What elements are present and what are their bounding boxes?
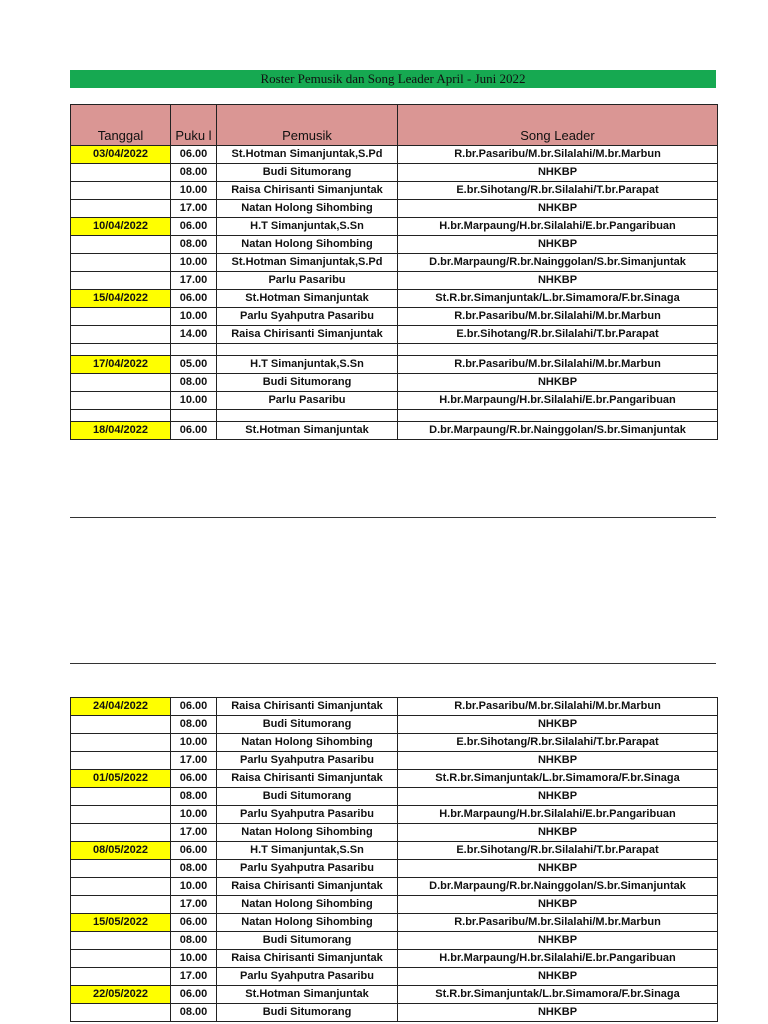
song-leader-cell: NHKBP (398, 752, 718, 770)
song-leader-cell: R.br.Pasaribu/M.br.Silalahi/M.br.Marbun (398, 698, 718, 716)
spacer-cell (217, 410, 398, 422)
spacer-cell (171, 410, 217, 422)
date-cell-empty (71, 896, 171, 914)
musician-cell: Natan Holong Sihombing (217, 734, 398, 752)
date-cell-empty (71, 254, 171, 272)
page-divider-top (70, 517, 716, 518)
musician-cell: Budi Situmorang (217, 716, 398, 734)
musician-cell: Parlu Syahputra Pasaribu (217, 968, 398, 986)
table-row (71, 272, 718, 290)
table-row (71, 986, 718, 1004)
table-row (71, 1004, 718, 1022)
musician-cell: Parlu Syahputra Pasaribu (217, 752, 398, 770)
date-cell-empty (71, 716, 171, 734)
song-leader-cell: NHKBP (398, 860, 718, 878)
song-leader-cell: St.R.br.Simanjuntak/L.br.Simamora/F.br.Sinaga (398, 986, 718, 1004)
header-pemusik: Pemusik (217, 105, 398, 146)
header-pukul: Puku l (171, 105, 217, 146)
song-leader-cell: D.br.Marpaung/R.br.Nainggolan/S.br.Simanjuntak (398, 254, 718, 272)
musician-cell: Budi Situmorang (217, 932, 398, 950)
time-cell: 06.00 (171, 914, 217, 932)
spacer-row (71, 344, 718, 356)
time-cell: 17.00 (171, 968, 217, 986)
table-row (71, 914, 718, 932)
time-cell: 06.00 (171, 698, 217, 716)
table-row (71, 698, 718, 716)
time-cell: 06.00 (171, 218, 217, 236)
date-cell: 03/04/2022 (71, 146, 171, 164)
date-cell-empty (71, 752, 171, 770)
time-cell: 06.00 (171, 770, 217, 788)
date-cell-empty (71, 968, 171, 986)
musician-cell: Natan Holong Sihombing (217, 200, 398, 218)
table-row (71, 824, 718, 842)
musician-cell: H.T Simanjuntak,S.Sn (217, 356, 398, 374)
time-cell: 10.00 (171, 878, 217, 896)
musician-cell: Natan Holong Sihombing (217, 896, 398, 914)
time-cell: 06.00 (171, 422, 217, 440)
table-row (71, 326, 718, 344)
musician-cell: Budi Situmorang (217, 374, 398, 392)
musician-cell: Raisa Chirisanti Simanjuntak (217, 698, 398, 716)
musician-cell: Natan Holong Sihombing (217, 914, 398, 932)
date-cell: 18/04/2022 (71, 422, 171, 440)
time-cell: 10.00 (171, 182, 217, 200)
song-leader-cell: NHKBP (398, 374, 718, 392)
time-cell: 05.00 (171, 356, 217, 374)
song-leader-cell: NHKBP (398, 1004, 718, 1022)
date-cell-empty (71, 734, 171, 752)
date-cell-empty (71, 164, 171, 182)
date-cell-empty (71, 374, 171, 392)
musician-cell: St.Hotman Simanjuntak (217, 290, 398, 308)
spacer-cell (71, 410, 171, 422)
time-cell: 06.00 (171, 986, 217, 1004)
table-header-row (71, 105, 718, 146)
spacer-cell (71, 344, 171, 356)
time-cell: 10.00 (171, 734, 217, 752)
time-cell: 10.00 (171, 806, 217, 824)
table-row (71, 200, 718, 218)
table-row (71, 878, 718, 896)
song-leader-cell: St.R.br.Simanjuntak/L.br.Simamora/F.br.Sinaga (398, 770, 718, 788)
musician-cell: H.T Simanjuntak,S.Sn (217, 218, 398, 236)
date-cell-empty (71, 272, 171, 290)
header-tanggal: Tanggal (71, 105, 171, 146)
song-leader-cell: NHKBP (398, 272, 718, 290)
musician-cell: St.Hotman Simanjuntak (217, 422, 398, 440)
song-leader-cell: D.br.Marpaung/R.br.Nainggolan/S.br.Simanjuntak (398, 422, 718, 440)
date-cell-empty (71, 932, 171, 950)
musician-cell: St.Hotman Simanjuntak,S.Pd (217, 146, 398, 164)
spacer-cell (217, 344, 398, 356)
time-cell: 10.00 (171, 254, 217, 272)
song-leader-cell: H.br.Marpaung/H.br.Silalahi/E.br.Pangaribuan (398, 392, 718, 410)
table-row (71, 236, 718, 254)
time-cell: 08.00 (171, 860, 217, 878)
page-divider-bottom (70, 663, 716, 664)
table-row (71, 716, 718, 734)
time-cell: 08.00 (171, 164, 217, 182)
musician-cell: Natan Holong Sihombing (217, 236, 398, 254)
time-cell: 06.00 (171, 146, 217, 164)
song-leader-cell: NHKBP (398, 824, 718, 842)
table-row (71, 860, 718, 878)
date-cell-empty (71, 824, 171, 842)
song-leader-cell: E.br.Sihotang/R.br.Silalahi/T.br.Parapat (398, 182, 718, 200)
date-cell-empty (71, 326, 171, 344)
song-leader-cell: E.br.Sihotang/R.br.Silalahi/T.br.Parapat (398, 326, 718, 344)
time-cell: 17.00 (171, 272, 217, 290)
date-cell-empty (71, 878, 171, 896)
musician-cell: H.T Simanjuntak,S.Sn (217, 842, 398, 860)
table-row (71, 950, 718, 968)
song-leader-cell: NHKBP (398, 164, 718, 182)
date-cell-empty (71, 182, 171, 200)
song-leader-cell: R.br.Pasaribu/M.br.Silalahi/M.br.Marbun (398, 146, 718, 164)
table-row (71, 164, 718, 182)
date-cell-empty (71, 860, 171, 878)
date-cell: 17/04/2022 (71, 356, 171, 374)
time-cell: 08.00 (171, 1004, 217, 1022)
time-cell: 08.00 (171, 236, 217, 254)
song-leader-cell: NHKBP (398, 200, 718, 218)
date-cell: 22/05/2022 (71, 986, 171, 1004)
song-leader-cell: R.br.Pasaribu/M.br.Silalahi/M.br.Marbun (398, 914, 718, 932)
time-cell: 17.00 (171, 896, 217, 914)
musician-cell: Parlu Syahputra Pasaribu (217, 806, 398, 824)
time-cell: 17.00 (171, 200, 217, 218)
date-cell-empty (71, 308, 171, 326)
roster-title: Roster Pemusik dan Song Leader April - Juni 2022 (70, 70, 716, 88)
time-cell: 08.00 (171, 374, 217, 392)
time-cell: 08.00 (171, 788, 217, 806)
date-cell: 10/04/2022 (71, 218, 171, 236)
song-leader-cell: H.br.Marpaung/H.br.Silalahi/E.br.Pangaribuan (398, 950, 718, 968)
musician-cell: Raisa Chirisanti Simanjuntak (217, 182, 398, 200)
table-row (71, 254, 718, 272)
table-row (71, 290, 718, 308)
date-cell: 15/05/2022 (71, 914, 171, 932)
spacer-row (71, 410, 718, 422)
song-leader-cell: E.br.Sihotang/R.br.Silalahi/T.br.Parapat (398, 734, 718, 752)
song-leader-cell: NHKBP (398, 968, 718, 986)
time-cell: 17.00 (171, 824, 217, 842)
musician-cell: Natan Holong Sihombing (217, 824, 398, 842)
musician-cell: Parlu Syahputra Pasaribu (217, 860, 398, 878)
musician-cell: Parlu Syahputra Pasaribu (217, 308, 398, 326)
musician-cell: Budi Situmorang (217, 164, 398, 182)
time-cell: 06.00 (171, 842, 217, 860)
table-row (71, 788, 718, 806)
table-row (71, 806, 718, 824)
date-cell: 01/05/2022 (71, 770, 171, 788)
song-leader-cell: H.br.Marpaung/H.br.Silalahi/E.br.Pangaribuan (398, 806, 718, 824)
date-cell-empty (71, 392, 171, 410)
table-row (71, 734, 718, 752)
musician-cell: Raisa Chirisanti Simanjuntak (217, 326, 398, 344)
song-leader-cell: NHKBP (398, 236, 718, 254)
song-leader-cell: R.br.Pasaribu/M.br.Silalahi/M.br.Marbun (398, 356, 718, 374)
table-row (71, 308, 718, 326)
table-row (71, 356, 718, 374)
date-cell-empty (71, 806, 171, 824)
song-leader-cell: E.br.Sihotang/R.br.Silalahi/T.br.Parapat (398, 842, 718, 860)
song-leader-cell: R.br.Pasaribu/M.br.Silalahi/M.br.Marbun (398, 308, 718, 326)
table-row (71, 374, 718, 392)
musician-cell: Parlu Pasaribu (217, 392, 398, 410)
musician-cell: St.Hotman Simanjuntak (217, 986, 398, 1004)
musician-cell: St.Hotman Simanjuntak,S.Pd (217, 254, 398, 272)
time-cell: 08.00 (171, 932, 217, 950)
table-row (71, 182, 718, 200)
musician-cell: Raisa Chirisanti Simanjuntak (217, 878, 398, 896)
time-cell: 06.00 (171, 290, 217, 308)
table-row (71, 392, 718, 410)
song-leader-cell: NHKBP (398, 896, 718, 914)
time-cell: 10.00 (171, 392, 217, 410)
date-cell: 08/05/2022 (71, 842, 171, 860)
musician-cell: Budi Situmorang (217, 1004, 398, 1022)
musician-cell: Raisa Chirisanti Simanjuntak (217, 950, 398, 968)
song-leader-cell: NHKBP (398, 788, 718, 806)
table-row (71, 968, 718, 986)
song-leader-cell: St.R.br.Simanjuntak/L.br.Simamora/F.br.Sinaga (398, 290, 718, 308)
date-cell-empty (71, 236, 171, 254)
time-cell: 08.00 (171, 716, 217, 734)
song-leader-cell: NHKBP (398, 932, 718, 950)
song-leader-cell: NHKBP (398, 716, 718, 734)
musician-cell: Budi Situmorang (217, 788, 398, 806)
table-row (71, 218, 718, 236)
song-leader-cell: D.br.Marpaung/R.br.Nainggolan/S.br.Simanjuntak (398, 878, 718, 896)
date-cell-empty (71, 950, 171, 968)
time-cell: 17.00 (171, 752, 217, 770)
date-cell-empty (71, 200, 171, 218)
musician-cell: Parlu Pasaribu (217, 272, 398, 290)
time-cell: 10.00 (171, 950, 217, 968)
musician-cell: Raisa Chirisanti Simanjuntak (217, 770, 398, 788)
date-cell: 24/04/2022 (71, 698, 171, 716)
table-row (71, 932, 718, 950)
spacer-cell (398, 410, 718, 422)
roster-table-may (70, 697, 718, 1022)
table-row (71, 842, 718, 860)
table-row (71, 146, 718, 164)
date-cell: 15/04/2022 (71, 290, 171, 308)
table-row (71, 422, 718, 440)
table-row (71, 752, 718, 770)
date-cell-empty (71, 788, 171, 806)
table-row (71, 896, 718, 914)
spacer-cell (398, 344, 718, 356)
song-leader-cell: H.br.Marpaung/H.br.Silalahi/E.br.Pangaribuan (398, 218, 718, 236)
table-row (71, 770, 718, 788)
date-cell-empty (71, 1004, 171, 1022)
roster-table-april (70, 104, 718, 440)
time-cell: 10.00 (171, 308, 217, 326)
spacer-cell (171, 344, 217, 356)
time-cell: 14.00 (171, 326, 217, 344)
header-song-leader: Song Leader (398, 105, 718, 146)
